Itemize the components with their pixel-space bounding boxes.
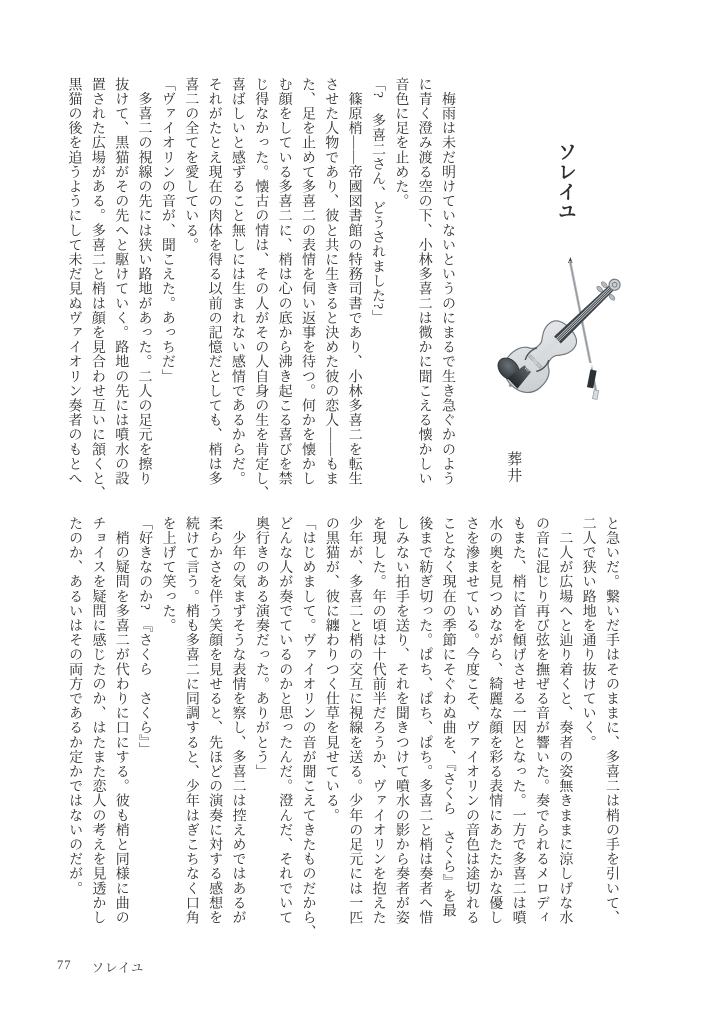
text-column-line: 「? 多喜二さん、どうされました?」 [369, 77, 385, 325]
text-column-line: それがたとえ現在の肉体を得る以前の記憶だとしても、梢は多 [206, 77, 222, 486]
text-column-line: じ得なかった。懐古の情は、その人がその人自身の生を肯定し、 [253, 77, 269, 501]
text-column-line: を現した。年の頃は十代前半だろうか、ヴァイオリンを抱えた [370, 516, 386, 925]
text-column-line: む顔をしている多喜二に、梢は心の底から沸き起こる喜びを禁 [276, 77, 292, 486]
text-column-line: ことなく現在の季節にそぐわぬ曲を、『さくら さくら』を最 [440, 516, 456, 918]
text-column-line: 梢の疑問を多喜二が代わりに口にする。彼も梢と同様に曲の [113, 516, 129, 925]
upper-text-band [62, 77, 459, 501]
text-column-line: 少年が、多喜二と梢の交互に視線を送る。少年の足元には一匹 [347, 516, 363, 925]
lower-text-band [62, 516, 623, 940]
text-column-line: 水の奥を見つめながら、綺麗な顔を彩る表情にあたたかな優し [487, 516, 503, 925]
text-column-line: しみない拍手を送り、それを聞きつけて噴水の影から奏者が姿 [393, 516, 409, 925]
author-name: 葬井 [505, 451, 522, 484]
text-column-line: 喜ばしいと感ずること無しには生まれない感情であるからだ。 [229, 77, 245, 486]
text-column-line: 「ヴァイオリンの音が、聞こえた。あっちだ」 [159, 77, 175, 384]
text-column-line: 置された広場がある。多喜二と梢は顔を見合わせ互いに頷くと、 [89, 77, 105, 501]
text-column-line: たのか、あるいはその両方であるか定かではないのだが。 [67, 516, 83, 896]
text-column-line: 続けて言う。梢も多喜二に同調すると、少年はぎこちなく口角 [183, 516, 199, 925]
text-column-line: 「はじめまして。ヴァイオリンの音が聞こえてきたものだから、 [300, 516, 316, 940]
text-column-line: 少年の気まずそうな表情を察し、多喜二は控えめではあるが [230, 516, 246, 925]
text-column-line: 多喜二の視線の先には狭い路地があった。二人の足元を擦り [136, 77, 152, 486]
text-column-line: 黒猫の後を追うようにして未だ見ぬヴァイオリン奏者のもとへ [66, 77, 82, 486]
text-column-line: どんな人が奏でているのかと思ったんだ。澄んだ、それでいて [277, 516, 293, 925]
text-column-line: 奥行きのある演奏だった。ありがとう」 [253, 516, 269, 779]
text-column-line: もまた、梢に首を傾げさせる一因となった。一方で多喜二は噴 [510, 516, 526, 925]
running-title: ソレイユ [91, 961, 145, 975]
page-number: 77 [57, 958, 72, 972]
text-column-line: 篠原梢――帝國図書館の特務司書であり、小林多喜二を転生 [346, 77, 362, 486]
text-column-line: と急いだ。繋いだ手はそのままに、多喜二は梢の手を引いて、 [604, 516, 619, 925]
text-column-line: 柔らかさを伴う笑顔を見せると、先ほどの演奏に対する感想を [207, 516, 223, 925]
text-column-line: 音色に足を止めた。 [393, 77, 409, 209]
text-column-line: 後まで紡ぎ切った。ぱち、ぱち、ぱち。多喜二と梢は奏者へ惜 [417, 516, 433, 925]
text-column-line: た、足を止めて多喜二の表情を伺い返事を待つ。何かを懐かし [299, 77, 315, 486]
text-column-line: チョイスを疑問に感じたのか、はたまた恋人の考えを見透かし [90, 516, 106, 925]
violin-strings [525, 287, 612, 371]
text-column-line: 二人が広場へと辿り着くと、奏者の姿無きままに涼しげな水 [557, 516, 573, 925]
text-column-line: の黒猫が、彼に纏わりつく仕草を見せている。 [323, 516, 339, 823]
violin-illustration [495, 254, 635, 418]
text-column-line: さを滲ませている。今度こそ、ヴァイオリンの音色は途切れる [463, 516, 479, 925]
text-column-line: に青く澄み渡る空の下、小林多喜二は微かに聞こえる懐かしい [416, 77, 432, 486]
text-column-line: させた人物であり、彼と共に生きると決めた彼の恋人――もま [323, 77, 339, 486]
violin-body-group [495, 263, 634, 403]
text-column-line: 「好きなのか? 『さくら さくら』」 [137, 516, 153, 758]
violin-with-bow-icon [495, 254, 635, 418]
page-footer [57, 958, 144, 976]
text-column-line: の音に混じり再び弦を撫ぜる音が響いた。奏でられるメロディ [533, 516, 549, 925]
text-column-line: 抜けて、黒猫がその先へと駆けていく。路地の先には噴水の設 [113, 77, 129, 486]
text-column-line: 喜二の全てを愛している。 [183, 77, 199, 253]
text-column-line: 二人で狭い路地を通り抜けていく。 [580, 516, 596, 750]
page-title: ソレイユ [554, 142, 576, 222]
text-column-line: 梅雨は未だ明けていないというのにまるで生き急ぐかのよう [440, 77, 455, 486]
text-column-line: を上げて笑った。 [160, 516, 176, 633]
